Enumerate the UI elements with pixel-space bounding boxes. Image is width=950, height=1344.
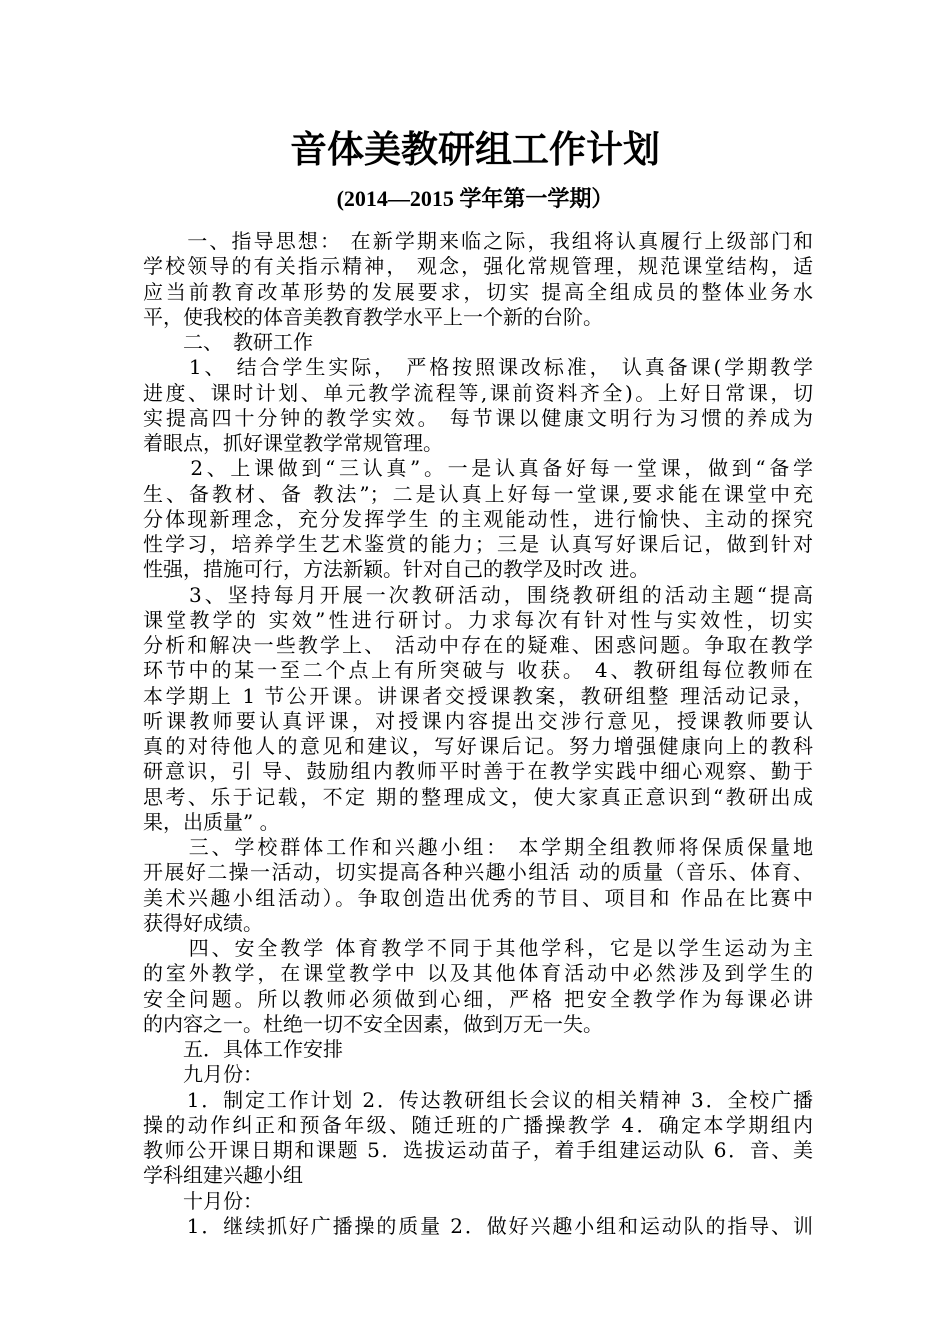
text-line: 性学习，培养学生艺术鉴赏的能力；三是 认真写好课后记，做到针对 — [143, 532, 813, 556]
text-line: 果，出质量” 。 — [143, 809, 280, 834]
text-line: 本学期上 1 节公开课。讲课者交授课教案，教研组整 理活动记录， — [143, 683, 813, 708]
text-line: 教师公开课日期和课题 5．选拔运动苗子，着手组建运动队 6．音、美 — [143, 1138, 813, 1162]
text-line: 进度、课时计划、单元教学流程等,课前资料齐全)。上好日常课，切 — [143, 380, 813, 405]
page-subtitle: (2014—2015 学年第一学期） — [336, 186, 614, 211]
text-line: 3、坚持每月开展一次教研活动，围绕教研组的活动主题“提高 — [143, 582, 813, 607]
text-line: 美术兴趣小组活动）。争取创造出优秀的节目、项目和 作品在比赛中 — [143, 885, 813, 910]
text-line: 2、上课做到“三认真”。一是认真备好每一堂课，做到“备学 — [143, 456, 813, 481]
page-title: 音体美教研组工作计划 — [290, 127, 660, 171]
text-line: 应当前教育改革形势的发展要求，切实 提高全组成员的整体业务水 — [143, 279, 813, 304]
text-line: 课堂教学的 实效”性进行研讨。力求每次有针对性与实效性，切实 — [143, 607, 813, 632]
text-line: 研意识，引 导、鼓励组内教师平时善于在教学实践中细心观察、勤于 — [143, 759, 813, 784]
text-line: 操的动作纠正和预备年级、随迁班的广播操教学 4．确定本学期组内 — [143, 1112, 813, 1137]
text-line: 1．制定工作计划 2．传达教研组长会议的相关精神 3．全校广播 — [143, 1087, 813, 1112]
text-line: 五．具体工作安排 — [143, 1037, 343, 1061]
text-line: 九月份： — [143, 1062, 263, 1087]
text-line: 生、备教材、备 教法”；二是认真上好每一堂课,要求能在课堂中充 — [143, 481, 813, 506]
text-line: 着眼点，抓好课堂教学常规管理。 — [143, 431, 443, 455]
text-line: 开展好二操一活动，切实提高各种兴趣小组活 动的质量（音乐、体育、 — [143, 860, 813, 885]
text-line: 思考、乐于记载，不定 期的整理成文，使大家真正意识到“教研出成 — [143, 784, 813, 809]
text-line: 获得好成绩。 — [143, 910, 263, 935]
text-line: 二、 教研工作 — [143, 330, 313, 354]
text-line: 平，使我校的体音美教育教学水平上一个新的台阶。 — [143, 304, 603, 329]
text-line: 真的对待他人的意见和建议，写好课后记。努力增强健康向上的教科 — [143, 734, 813, 758]
text-line: 1．继续抓好广播操的质量 2．做好兴趣小组和运动队的指导、训 — [143, 1213, 813, 1238]
text-line: 环节中的某一至二个点上有所突破与 收获。 4、教研组每位教师在 — [143, 658, 813, 683]
text-line: 实提高四十分钟的教学实效。 每节课以健康文明行为习惯的养成为 — [143, 405, 813, 430]
text-line: 一、指导思想： 在新学期来临之际，我组将认真履行上级部门和 — [143, 229, 813, 253]
text-line: 性强，措施可行，方法新颖。针对自己的教学及时改 进。 — [143, 557, 650, 582]
text-line: 学校领导的有关指示精神， 观念，强化常规管理，规范课堂结构，适 — [143, 254, 813, 279]
text-line: 学科组建兴趣小组 — [143, 1163, 303, 1188]
text-line: 1、 结合学生实际， 严格按照课改标准， 认真备课(学期教学 — [143, 355, 813, 380]
text-line: 安全问题。所以教师必须做到心细，严格 把安全教学作为每课必讲 — [143, 986, 813, 1011]
text-line: 十月份： — [143, 1188, 263, 1213]
text-line: 四、安全教学 体育教学不同于其他学科，它是以学生运动为主 — [143, 936, 813, 960]
text-line: 的室外教学，在课堂教学中 以及其他体育活动中必然涉及到学生的 — [143, 961, 813, 986]
text-line: 三、学校群体工作和兴趣小组： 本学期全组教师将保质保量地 — [143, 835, 813, 859]
text-line: 分体现新理念，充分发挥学生 的主观能动性，进行愉快、主动的探究 — [143, 506, 813, 531]
text-line: 分析和解决一些教学上、 活动中存在的疑难、困惑问题。争取在教学 — [143, 633, 813, 657]
text-line: 的内容之一。杜绝一切不安全因素，做到万无一失。 — [143, 1011, 603, 1036]
text-line: 听课教师要认真评课，对授课内容提出交涉行意见，授课教师要认 — [143, 708, 813, 733]
